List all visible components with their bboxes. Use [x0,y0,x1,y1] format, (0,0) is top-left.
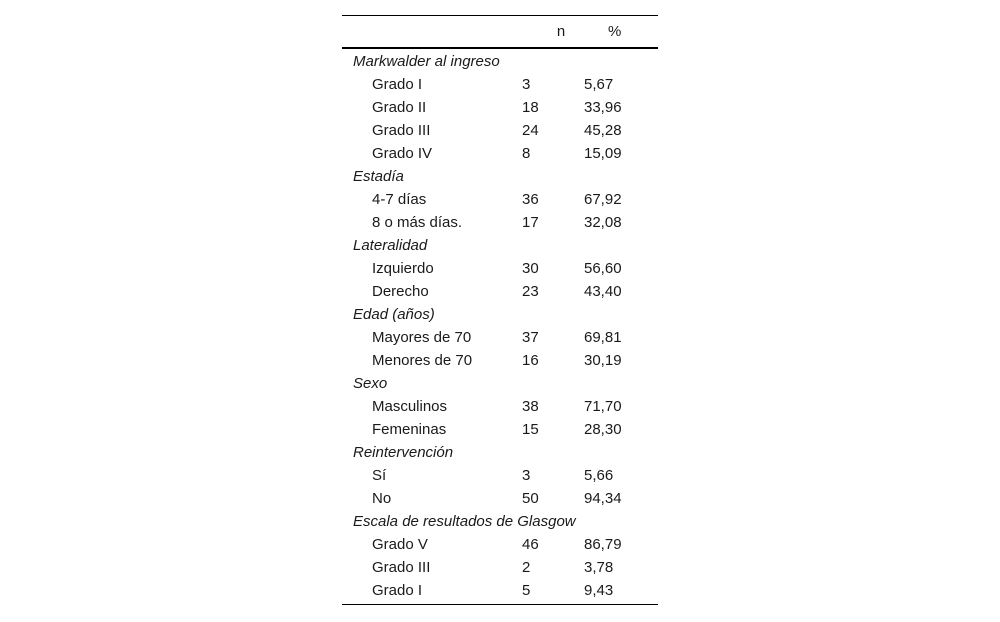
group-title: Sexo [353,375,388,392]
row-pct-value: 43,40 [584,283,622,300]
table-row [342,326,658,349]
group-title: Escala de resultados de Glasgow [353,513,576,530]
row-label: Sí [372,467,387,484]
row-n-value: 17 [522,214,539,231]
row-label: Grado II [372,99,427,116]
row-label: No [372,490,392,507]
row-label: Femeninas [372,421,447,438]
row-label: Menores de 70 [372,352,473,369]
table-row [342,395,658,418]
data-table-container [342,15,658,605]
group-title: Lateralidad [353,237,428,254]
header-row [342,16,658,49]
group-title: Reintervención [353,444,454,461]
row-label: Grado V [372,536,428,553]
row-n-value: 37 [522,329,539,346]
row-label: 4-7 días [372,191,427,208]
row-pct-value: 45,28 [584,122,622,139]
row-label: Grado I [372,76,423,93]
group-row [342,234,658,257]
row-pct-value: 33,96 [584,99,622,116]
row-pct-value: 94,34 [584,490,622,507]
data-table [342,15,658,605]
row-pct-value: 32,08 [584,214,622,231]
row-label: Grado III [372,559,431,576]
table-row [342,142,658,165]
table-row [342,73,658,96]
table-row [342,487,658,510]
group-row [342,510,658,533]
table-row [342,188,658,211]
row-n-value: 3 [522,76,531,93]
group-row [342,48,658,73]
table-row [342,533,658,556]
row-label: Izquierdo [372,260,434,277]
table-row [342,211,658,234]
table-header [342,16,658,49]
row-pct-value: 30,19 [584,352,622,369]
group-row [342,303,658,326]
row-pct-value: 28,30 [584,421,622,438]
row-n-value: 23 [522,283,539,300]
row-n-value: 50 [522,490,539,507]
table-body [342,48,658,605]
row-pct-value: 86,79 [584,536,622,553]
header-pct-cell: % [608,23,622,40]
header-label-cell [342,16,522,49]
row-pct-value: 3,78 [584,559,614,576]
group-title: Edad (años) [353,306,435,323]
row-pct-value: 56,60 [584,260,622,277]
group-row [342,372,658,395]
row-n-value: 46 [522,536,539,553]
row-n-value: 8 [522,145,531,162]
row-label: Masculinos [372,398,448,415]
row-pct-value: 71,70 [584,398,622,415]
row-label: Grado I [342,579,522,605]
group-row [342,441,658,464]
row-label: Derecho [372,283,429,300]
row-n-value: 38 [522,398,539,415]
row-n-value: 3 [522,467,531,484]
row-pct-value: 67,92 [584,191,622,208]
row-label: 8 o más días. [372,214,463,231]
row-n-value: 16 [522,352,539,369]
table-row [342,280,658,303]
group-title: Markwalder al ingreso [353,53,500,70]
row-pct-value: 5,66 [584,467,614,484]
row-pct-value: 69,81 [584,329,622,346]
row-pct-value: 15,09 [584,145,622,162]
table-row [342,349,658,372]
table-row [342,119,658,142]
row-n-value: 36 [522,191,539,208]
row-n-value: 5 [522,579,584,605]
row-label: Grado III [372,122,431,139]
table-row [342,418,658,441]
row-n-value: 2 [522,559,531,576]
row-pct-value: 5,67 [584,76,614,93]
row-n-value: 18 [522,99,539,116]
table-row [342,556,658,579]
table-row [342,579,658,605]
table-row [342,96,658,119]
row-label: Grado IV [372,145,433,162]
table-row [342,257,658,280]
header-n-cell: n [556,23,566,40]
row-label: Mayores de 70 [372,329,472,346]
row-n-value: 30 [522,260,539,277]
group-row [342,165,658,188]
row-n-value: 24 [522,122,539,139]
row-n-value: 15 [522,421,539,438]
group-title: Estadía [353,168,404,185]
row-pct-value: 9,43 [584,579,658,605]
table-row [342,464,658,487]
